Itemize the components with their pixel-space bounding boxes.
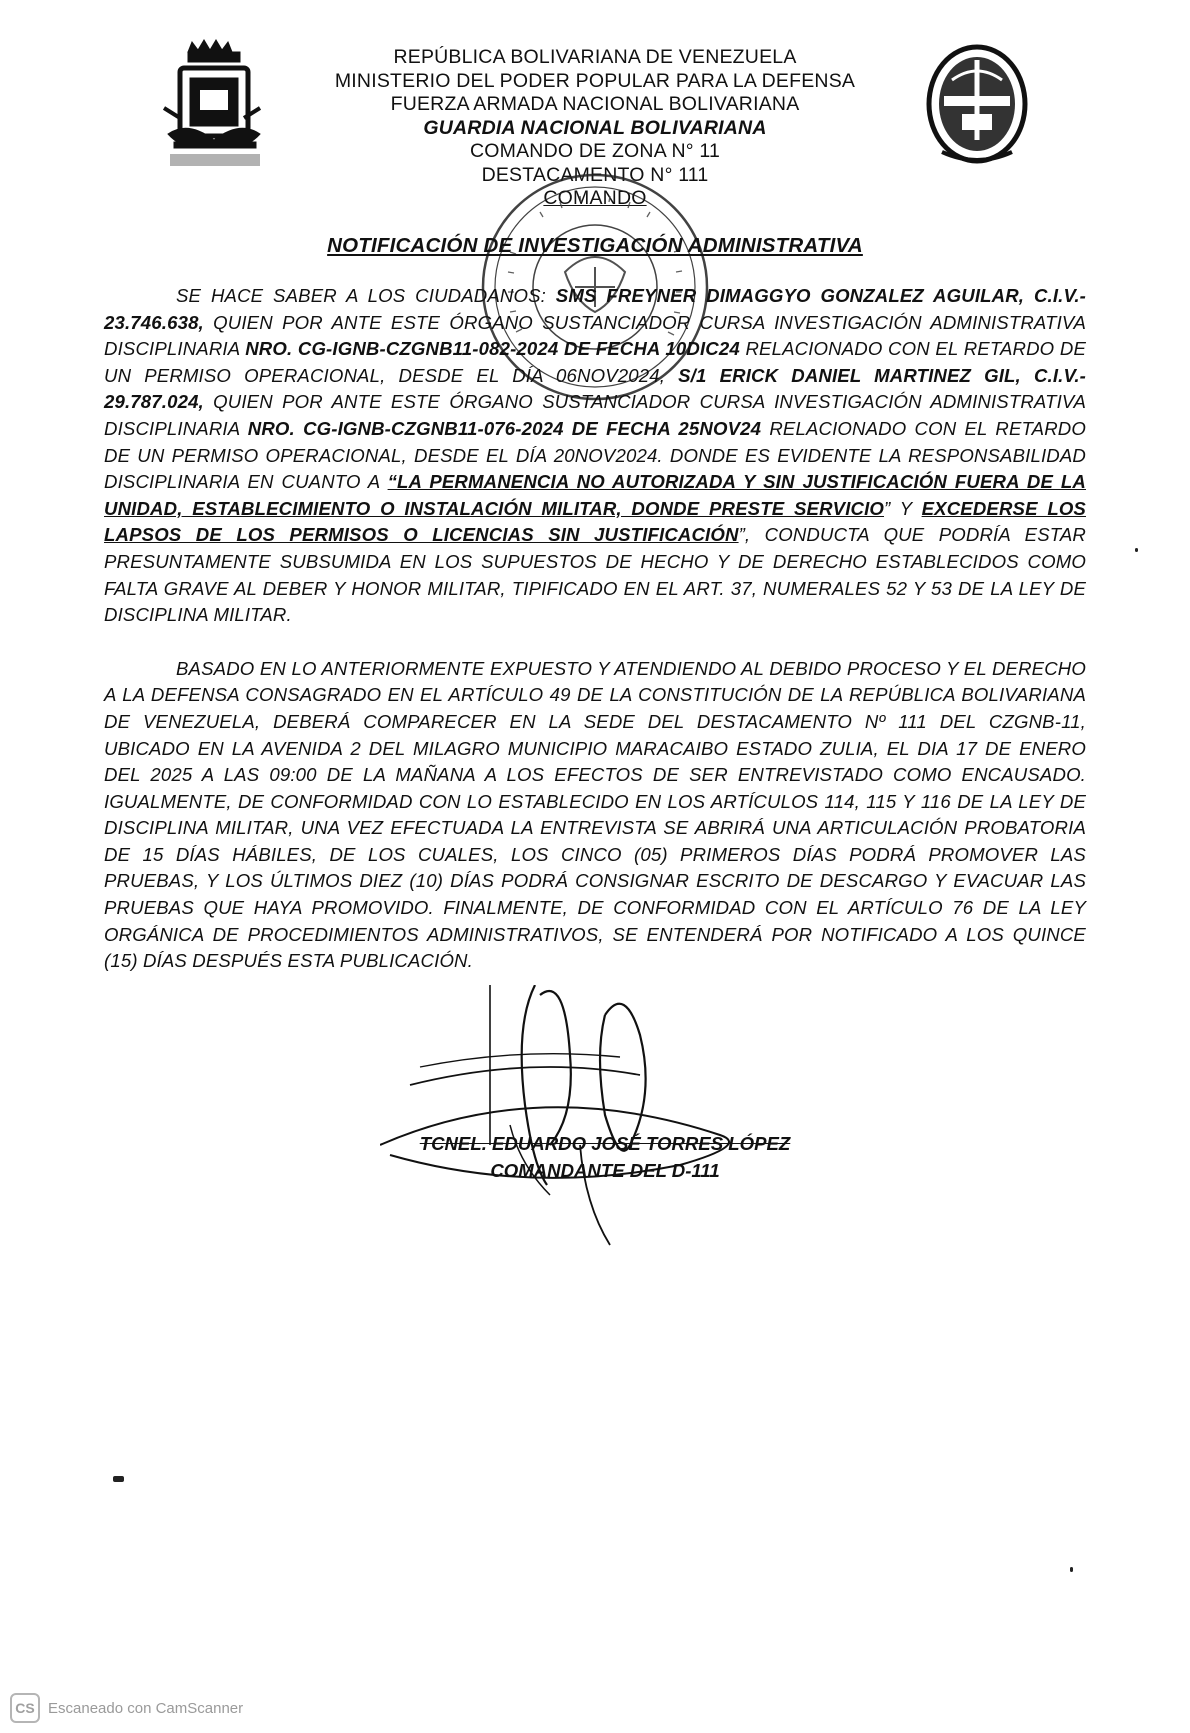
- p1-person-2: S/1 ERICK DANIEL MARTINEZ GIL, C.I.V.- 29.787.024,: [104, 364, 1086, 413]
- document-body: [104, 283, 1086, 975]
- signer-name: TCNEL. EDUARDO JOSÉ TORRES LÓPEZ: [419, 1133, 791, 1154]
- signer-role: COMANDANTE DEL D-111: [490, 1160, 720, 1181]
- scan-speck: [113, 1476, 124, 1482]
- header-ministry: MINISTERIO DEL PODER POPULAR PARA LA DEFENSA: [334, 69, 856, 92]
- scan-speck: [1070, 1567, 1073, 1572]
- paragraph-summons: BASADO EN LO ANTERIORMENTE EXPUESTO Y ATENDIENDO AL DEBIDO PROCESO Y EL DERECHO A LA DEFENSA CONSAGRADO EN EL ARTÍCULO 49 DE LA CONSTITUCIÓN DE LA REPÚBLICA BOLIVARIANA DE VENEZUELA, DEBERÁ COMPARECER EN LA SEDE DEL DESTACAMENTO Nº 111 DEL CZGNB-11, UBICADO EN LA AVENIDA 2 DEL MILAGRO MUNICIPIO MARACAIBO ESTADO ZULIA, EL DIA 17 DE ENERO DEL 2025 A LAS 09:00 DE LA MAÑANA A LOS EFECTOS DE SER ENTREVISTADO COMO ENCAUSADO. IGUALMENTE, DE CONFORMIDAD CON LO ESTABLECIDO EN LOS ARTÍCULOS 114, 115 Y 116 DE LA LEY DE DISCIPLINA MILITAR, UNA VEZ EFECTUADA LA ENTREVISTA SE ABRIRÁ UNA ARTICULACIÓN PROBATORIA DE 15 DÍAS HÁBILES, DE LOS CUALES, LOS CINCO (05) PRIMEROS DÍAS PODRÁ PROMOVER LAS PRUEBAS, Y LOS ÚLTIMOS DIEZ (10) DÍAS PODRÁ CONSIGNAR ESCRITO DE DESCARGO Y EVACUAR LAS PRUEBAS QUE HAYA PROMOVIDO. FINALMENTE, DE CONFORMIDAD CON EL ARTÍCULO 76 DE LA LEY ORGÁNICA DE PROCEDIMIENTOS ADMINISTRATIVOS, SE ENTENDERÁ POR NOTIFICADO A LOS QUINCE (15) DÍAS DESPUÉS ESTA PUBLICACIÓN.: [104, 657, 1086, 972]
- header-zone: COMANDO DE ZONA N° 11: [469, 140, 720, 162]
- scan-speck: [1135, 548, 1138, 552]
- p1-text-2: QUIEN POR ANTE ESTE ÓRGANO SUSTANCIADOR CURSA INVESTIGACIÓN ADMINISTRATIVA DISCIPLINARIA: [104, 311, 1086, 360]
- p1-text-4: QUIEN POR ANTE ESTE ÓRGANO SUSTANCIADOR CURSA INVESTIGACIÓN ADMINISTRATIVA DISCIPLINARIA: [104, 391, 1086, 439]
- header-armed-force: FUERZA ARMADA NACIONAL BOLIVARIANA: [390, 93, 800, 115]
- header-guard: GUARDIA NACIONAL BOLIVARIANA: [423, 116, 767, 139]
- p1-person-1: SMS FREYNER DIMAGGYO GONZALEZ AGUILAR, C.I.V.- 23.746.638,: [104, 285, 1086, 333]
- scanner-text: Escaneado con CamScanner: [48, 1699, 244, 1717]
- document-title: NOTIFICACIÓN DE INVESTIGACIÓN ADMINISTRATIVA: [327, 234, 863, 257]
- p1-text-1: SE HACE SABER A LOS CIUDADANOS:: [176, 285, 556, 306]
- paragraph-notification: [104, 283, 1086, 629]
- header-command: COMANDO: [543, 187, 647, 209]
- header-republic: REPÚBLICA BOLIVARIANA DE VENEZUELA: [393, 46, 797, 68]
- handwritten-signature-icon: [380, 985, 820, 1255]
- p1-charge-1: “LA PERMANENCIA NO AUTORIZADA Y SIN JUSTIFICACIÓN FUERA DE LA UNIDAD, ESTABLECIMIENTO O INSTALACIÓN MILITAR, DONDE PRESTE SERVICIO: [104, 471, 1086, 519]
- camscanner-logo-icon: CS: [10, 1693, 40, 1723]
- p1-text-7: ”, CONDUCTA QUE PODRÍA ESTAR PRESUNTAMENTE SUBSUMIDA EN LOS SUPUESTOS DE HECHO Y DE DERECHO ESTABLECIDOS COMO FALTA GRAVE AL DEBER Y HONOR MILITAR, TIPIFICADO EN EL ART. 37, NUMERALES 52 Y 53 DE LA LEY DE DISCIPLINA MILITAR.: [104, 524, 1087, 626]
- p1-text-6: ” Y: [884, 497, 922, 519]
- p1-case-number-1: NRO. CG-IGNB-CZGNB11-082-2024 DE FECHA 10DIC24: [245, 338, 740, 360]
- p1-charge-2: EXCEDERSE LOS LAPSOS DE LOS PERMISOS O LICENCIAS SIN JUSTIFICACIÓN: [104, 497, 1086, 546]
- p1-text-5: RELACIONADO CON EL RETARDO DE UN PERMISO OPERACIONAL, DESDE EL DÍA 20NOV2024. DONDE ES EVIDENTE LA RESPONSABILIDAD DISCIPLINARIA EN CUANTO A: [104, 417, 1086, 493]
- signature-block: [395, 1130, 815, 1184]
- header-detachment: DESTACAMENTO N° 111: [481, 163, 709, 186]
- p1-case-number-2: NRO. CG-IGNB-CZGNB11-076-2024 DE FECHA 25NOV24: [247, 417, 762, 439]
- p1-text-3: RELACIONADO CON EL RETARDO DE UN PERMISO OPERACIONAL, DESDE EL DÍA 06NOV2024,: [104, 338, 1087, 386]
- scanner-footer: [10, 1690, 243, 1726]
